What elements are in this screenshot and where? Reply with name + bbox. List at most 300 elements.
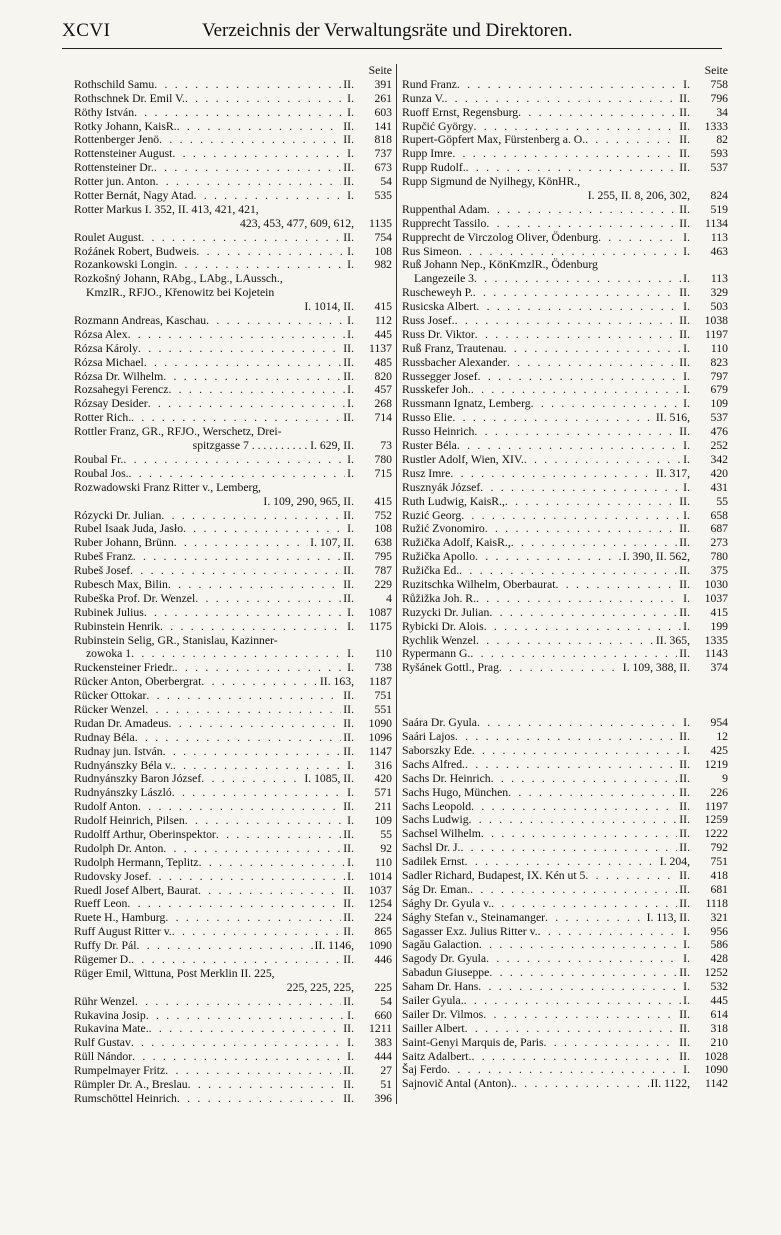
entry-line [402,730,728,744]
entry-name: I. 1014, II. [304,300,354,314]
dot-leader [175,661,346,675]
entry-line [74,92,392,106]
entry-ref: I. 107, II. [310,536,354,550]
entry-line [74,828,392,842]
entry-ref: I. [347,758,354,772]
dot-leader [457,439,681,453]
entry-ref: II. 163, [319,675,354,689]
entry-name: I. 109, 290, 965, II. [263,494,354,508]
entry-line [402,911,728,925]
entry-ref: I. 109, 388, II. [622,661,690,675]
entry-line [74,78,392,92]
entry-ref: I. [683,397,690,411]
entry-name: Rudolph Hermann, Teplitz [74,855,199,869]
entry-ref: II. [679,425,690,439]
entry-page: 551 [374,702,392,716]
entry-name: Rudolph Dr. Anton [74,841,164,855]
index-entry [74,634,392,662]
index-entry [74,481,392,509]
index-entry [74,759,392,773]
entry-page: 503 [710,300,728,314]
entry-ref: II. [679,202,690,216]
entry-ref: II. [343,564,354,578]
index-entry [74,522,392,536]
entry-ref: II. [343,800,354,814]
entry-name: Rulf Gustav [74,1036,131,1050]
entry-page: 1090 [368,716,392,730]
dot-leader [156,175,342,189]
entry-line [74,661,392,675]
entry-name: Rupert-Göpfert Max, Fürstenberg a. O. [402,133,586,147]
entry-page: 226 [710,785,728,799]
entry-ref: I. [683,341,690,355]
entry-page: 673 [374,161,392,175]
entry-line [402,550,728,564]
entry-line [402,231,728,245]
entry-name: Sajnovič Antal (Anton). [402,1077,514,1091]
index-entry [402,592,728,606]
entry-page: 1147 [369,744,392,758]
index-entry [74,1009,392,1023]
entry-name: Russo Elie [402,411,453,425]
entry-ref: II. [679,355,690,369]
index-entry [402,495,728,509]
entry-line [402,286,728,300]
index-entry [402,911,728,925]
entry-line [74,967,392,981]
entry-page: 796 [710,91,728,105]
index-entry [74,675,392,689]
entry-name: Ruzić Georg [402,508,462,522]
entry-line [402,356,728,370]
entry-ref: II. [343,133,354,147]
dot-leader [476,300,681,314]
entry-ref: I. [347,466,354,480]
entry-list [402,78,728,675]
dot-leader [135,995,341,1009]
entry-ref: I. [683,952,690,966]
entry-ref: II. [679,314,690,328]
dot-leader [452,147,677,161]
entry-ref: II. [679,882,690,896]
index-entry [402,411,728,425]
entry-ref: II. [343,925,354,939]
entry-ref: II. [679,216,690,230]
index-column-left [74,64,392,1106]
entry-ref: II. [679,799,690,813]
entry-ref: II. [343,230,354,244]
entry-name: Rotter Bernát, Nagy Atad [74,189,194,203]
entry-name: Rücker Ottokar [74,689,147,703]
entry-name: Saári Lajos [402,730,455,744]
entry-page: 1096 [368,730,392,744]
entry-page: 34 [716,105,728,119]
entry-line [402,397,728,411]
entry-line [74,1036,392,1050]
entry-line [74,814,392,828]
dot-leader [470,647,677,661]
index-entry [74,78,392,92]
entry-name: Sabadun Giuseppe [402,966,490,980]
index-entry [402,536,728,550]
entry-name: Röthy István [74,105,135,119]
dot-leader [518,106,677,120]
entry-name: Ruckensteiner Friedr. [74,661,175,675]
entry-line [402,841,728,855]
index-entry [74,856,392,870]
entry-page: 12 [716,730,728,744]
entry-ref: I. [683,230,690,244]
entry-line [402,938,728,952]
entry-line [74,578,392,592]
entry-page: 92 [380,841,392,855]
entry-page: 715 [374,466,392,480]
entry-name: Rozmann Andreas, Kaschau [74,314,207,328]
entry-line [402,133,728,147]
entry-line [74,245,392,259]
entry-name: Rozankowski Longin [74,258,175,272]
index-entry [402,938,728,952]
header-rule [62,48,722,49]
entry-line [74,522,392,536]
dot-leader [524,453,681,467]
entry-list-s [402,716,728,1091]
index-entry [402,578,728,592]
entry-page: 603 [374,105,392,119]
entry-name: Russ Josef. [402,314,455,328]
entry-page: 211 [374,800,392,814]
entry-page: 638 [374,536,392,550]
entry-line [74,147,392,161]
index-entry [74,800,392,814]
index-entry [402,1008,728,1022]
dot-leader [459,564,677,578]
index-entry [74,509,392,523]
dot-leader [165,1064,341,1078]
entry-name: Sachs Ludwig [402,813,469,827]
entry-ref: II. [679,785,690,799]
entry-page: 109 [374,814,392,828]
entry-name: Rubinstein Selig, GR., Stanislau, Kazinner- [74,633,278,647]
entry-page: 54 [380,175,392,189]
index-entry [402,258,728,286]
entry-page: 476 [710,425,728,439]
entry-ref: I. [683,452,690,466]
dot-leader [474,425,677,439]
entry-page: 1090 [368,939,392,953]
entry-line [74,106,392,120]
entry-line [74,231,392,245]
entry-line [74,717,392,731]
entry-page: 1187 [369,675,392,689]
entry-line [402,217,728,231]
seite-label: Seite [368,64,392,77]
entry-page: 752 [374,508,392,522]
entry-ref: II. 365, [655,633,690,647]
entry-line [402,1077,728,1091]
index-entry [402,869,728,883]
entry-name: Rukavina Mate. [74,1022,149,1036]
entry-name: Rotky Johann, KaisR. [74,119,177,133]
entry-line [402,661,728,675]
entry-page: 225 [374,980,392,994]
entry-page: 687 [710,522,728,536]
entry-name: Sachs Leopold [402,799,472,813]
entry-line [74,203,392,217]
index-entry [74,606,392,620]
entry-line [402,536,728,550]
entry-ref: I. [683,244,690,258]
entry-line [74,411,392,425]
entry-line [402,897,728,911]
entry-name: Ruete H., Hamburg [74,911,166,925]
entry-name: Ruß Franz, Trautenau [402,341,504,355]
dot-leader [466,161,678,175]
entry-ref: II. [343,175,354,189]
dot-leader [470,883,677,897]
entry-line [74,481,392,495]
entry-ref: I. [683,300,690,314]
entry-line [402,147,728,161]
entry-ref: II. [679,647,690,661]
entry-name: Ruzycki Dr. Julian [402,605,490,619]
entry-ref: II. 1122, [650,1077,690,1091]
dot-leader [148,397,345,411]
entry-ref: II. [343,689,354,703]
index-entry [402,1063,728,1077]
entry-page: 391 [374,77,392,91]
entry-ref: I. [683,994,690,1007]
dot-leader [131,647,345,661]
index-entry [402,1036,728,1050]
index-entry [74,231,392,245]
index-entry [74,342,392,356]
entry-page: 431 [710,480,728,494]
entry-ref: I. [347,522,354,536]
index-entry [74,356,392,370]
dot-leader [131,411,341,425]
dot-leader [172,925,342,939]
entry-page: 112 [374,314,392,328]
entry-name: Rupčić György [402,119,474,133]
dot-leader [154,78,341,92]
entry-name: Rotter Markus I. 352, II. 413, 421, 421, [74,202,259,216]
entry-line [74,1050,392,1064]
entry-list [74,78,392,1106]
entry-line [74,495,392,509]
entry-page: 1197 [705,799,728,813]
entry-line [74,1078,392,1092]
dot-leader [183,522,345,536]
dot-leader [185,92,345,106]
index-entry [74,897,392,911]
entry-ref: I. [683,716,690,730]
entry-ref: II. [343,953,354,966]
entry-line [402,78,728,92]
index-entry [74,245,392,259]
entry-page: 954 [710,716,728,730]
entry-name: Ruber Johann, Brünn [74,536,174,550]
entry-name: Ruoff Ernst, Regensburg [402,105,519,119]
entry-page: 758 [710,77,728,91]
index-entry [74,842,392,856]
dot-leader [507,356,677,370]
entry-page: 1037 [368,883,392,897]
dot-leader [154,161,341,175]
entry-page: 681 [710,882,728,896]
entry-ref: I. [683,272,690,286]
index-entry [74,1036,392,1050]
dot-leader [489,606,677,620]
entry-ref: I. 204, [659,855,690,869]
entry-name: Rotter Rich. [74,411,132,425]
index-entry [74,383,392,397]
index-entry [402,300,728,314]
dot-leader [168,383,345,397]
entry-page: 463 [710,244,728,258]
index-entry [74,731,392,745]
entry-name: Rubel Isaak Juda, Jasło [74,522,184,536]
entry-ref: I. [347,327,354,341]
entry-name: Ruff August Ritter v. [74,925,172,939]
index-entry [74,953,392,967]
index-entry [402,786,728,800]
entry-line [402,1036,728,1050]
entry-ref: II. [343,341,354,355]
entry-ref: II. [679,119,690,133]
entry-name: Rubeš Josef [74,564,131,578]
entry-name: Russkefer Joh. [402,383,471,397]
entry-ref: I. [683,938,690,952]
entry-page: 229 [374,577,392,591]
index-entry [74,828,392,842]
entry-line [74,286,392,300]
entry-line [402,758,728,772]
page-number: XCVI [62,20,111,41]
entry-line [74,786,392,800]
entry-line [402,342,728,356]
entry-line [402,772,728,786]
entry-line [74,536,392,550]
entry-ref: II. [679,827,690,841]
index-entry [402,980,728,994]
entry-ref: II. 516, [655,411,690,425]
entry-ref: II. [679,133,690,147]
dot-leader [545,911,645,925]
entry-line [402,647,728,661]
dot-leader [185,814,345,828]
index-entry [402,730,728,744]
entry-name: Sachs Dr. Heinrich [402,771,491,785]
entry-name: Sachs Alfred. [402,757,465,771]
entry-ref: II. [343,508,354,522]
entry-ref: I. [683,480,690,494]
dot-leader [471,800,677,814]
entry-line [402,564,728,578]
dot-leader [163,842,341,856]
entry-ref: II. [343,355,354,369]
entry-name: Sachsl Dr. J. [402,841,461,855]
entry-name: Rudolff Arthur, Oberinspektor [74,827,216,841]
entry-name: Sadilek Ernst [402,855,465,869]
entry-line [402,314,728,328]
index-entry [402,161,728,175]
dot-leader [491,897,677,911]
entry-ref: II. [679,147,690,161]
entry-ref: II. [343,994,354,1008]
index-entry [402,772,728,786]
entry-page: 27 [380,1064,392,1078]
index-entry [74,161,392,175]
entry-line [402,606,728,620]
dot-leader [132,1050,345,1064]
dot-leader [465,1022,678,1036]
index-entry [74,564,392,578]
entry-name: Sagody Dr. Gyula [402,952,487,966]
dot-leader [196,245,345,259]
index-entry [402,92,728,106]
index-entry [402,827,728,841]
entry-name: Rudnyánszky László [74,786,172,800]
dot-leader [130,564,341,578]
entry-ref: II. [679,1049,690,1063]
entry-page: 446 [374,953,392,966]
entry-line [74,772,392,786]
dot-leader [478,370,682,384]
entry-name: Sadler Richard, Budapest, IX. Kén ut 5 [402,868,586,882]
dot-leader [134,106,345,120]
entry-name: 423, 453, 477, 609, 612, [240,216,354,230]
entry-page: 1028 [704,1049,728,1063]
entry-line [74,383,392,397]
dot-leader [491,772,678,786]
index-entry [402,716,728,730]
entry-page: 425 [710,743,728,757]
entry-name: Saára Dr. Gyula [402,716,477,730]
dot-leader [172,786,345,800]
index-entry [402,217,728,231]
index-entry [402,620,728,634]
entry-line [74,856,392,870]
entry-ref: II. [343,577,354,591]
entry-ref: II. [679,327,690,341]
entry-line [74,953,392,967]
dot-leader [177,120,342,134]
entry-ref: II. [679,771,690,785]
entry-name: Rotter jun. Anton [74,175,156,189]
index-entry [402,106,728,120]
dot-leader [136,939,312,953]
page-header [62,20,722,50]
dot-leader [131,1036,345,1050]
dot-leader [198,884,341,898]
dot-leader [457,78,681,92]
entry-ref: II. [343,1091,354,1105]
entry-name: Rupprecht Tassilo [402,216,487,230]
entry-name: Rueff Leon [74,897,128,911]
dot-leader [471,1050,677,1064]
entry-line [74,564,392,578]
index-entry [402,245,728,259]
index-entry [402,314,728,328]
entry-line [74,397,392,411]
entry-ref: II. [679,841,690,855]
entry-name: Ruß Johann Nep., KönKmzlR., Ödenburg [402,258,598,272]
entry-ref: II. [343,1064,354,1078]
seite-label: Seite [704,64,728,77]
index-entry [74,814,392,828]
entry-line [74,439,392,453]
